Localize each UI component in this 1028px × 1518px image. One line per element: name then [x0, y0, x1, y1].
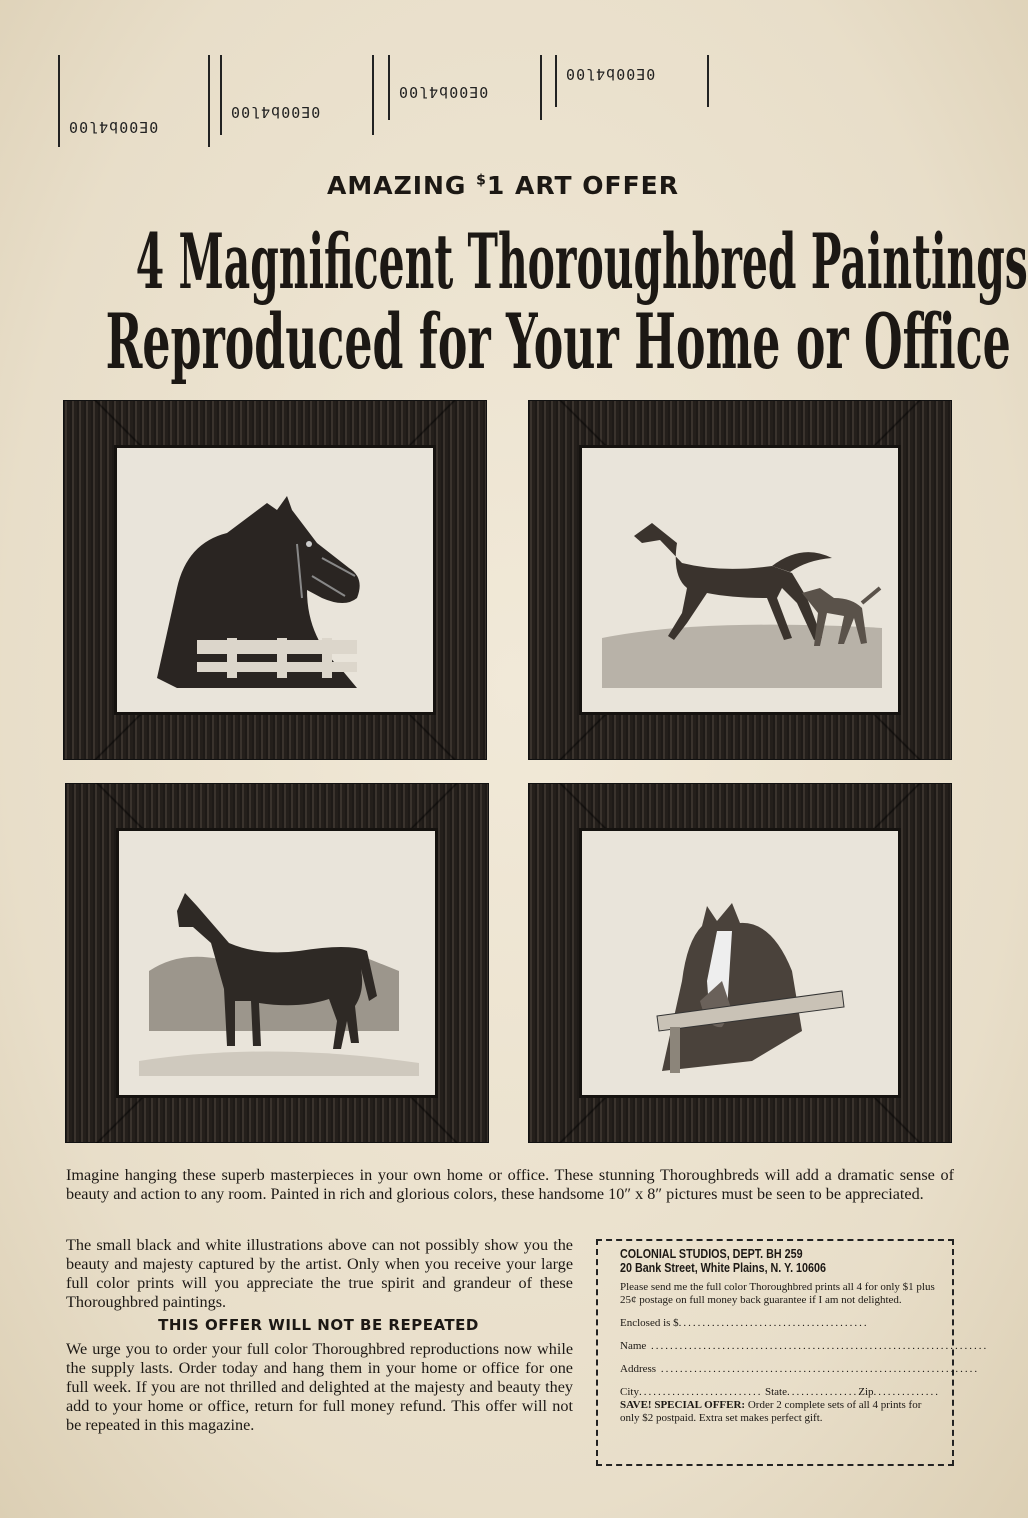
barcode-text-4: 0E00b4l00 [565, 65, 656, 83]
horse-head-illustration [117, 448, 433, 712]
body-paragraph-2: We urge you to order your full color Thoroughbred reproductions now while the supply lasts. Order today and hang them in your home or office for one full week. If you are not thrilled and delighted at the majesty and beauty they add to your home or office, return for full money refund. This offer will not be repeated in this magazine. [66, 1340, 573, 1434]
barcode-box-3 [388, 55, 542, 120]
painting-frame-3 [65, 783, 489, 1143]
painting-mat-2 [582, 448, 898, 712]
coupon-address: 20 Bank Street, White Plains, N. Y. 10606 [620, 1261, 826, 1275]
painting-frame-1 [63, 400, 487, 760]
barcode-box-2 [220, 55, 374, 135]
painting-mat-3 [119, 831, 435, 1095]
enclosed-field[interactable]: Enclosed is $ ........................................ [620, 1317, 869, 1329]
order-coupon[interactable] [596, 1239, 989, 1466]
intro-paragraph: Imagine hanging these superb masterpieces in your own home or office. These stunning Thoroughbreds will add a dramatic sense of beauty and action to any room. Painted in rich and glorious colors, these handsome 10″ x 8″ pictures must be seen to be appreciated. [66, 1166, 954, 1203]
name-field[interactable]: Name ....................................................................... [620, 1340, 989, 1352]
horse-head-blaze-illustration [582, 831, 898, 1095]
barcode-box-1 [58, 55, 210, 147]
barcode-text-3: 0E00b4l00 [398, 83, 489, 101]
painting-frame-4 [528, 783, 952, 1143]
standing-horse-illustration [119, 831, 435, 1095]
headline-line-1: 4 Magnificent Thoroughbred Paintings [135, 218, 1028, 308]
painting-mat-1 [117, 448, 433, 712]
coupon-body: Please send me the full color Thoroughbred prints all 4 for only $1 plus 25¢ postage on full money back guarantee if I am not delighted. [620, 1281, 935, 1306]
mare-and-foal-illustration [582, 448, 898, 712]
coupon-company: COLONIAL STUDIOS, DEPT. BH 259 [620, 1247, 803, 1261]
barcode-text-1: 0E00b4l00 [68, 118, 159, 136]
painting-mat-4 [582, 831, 898, 1095]
special-offer: SAVE! SPECIAL OFFER: Order 2 complete sets of all 4 prints for only $2 postpaid. Extra set makes perfect gift. [620, 1399, 922, 1424]
headline-line-2: Reproduced for Your Home or Office [105, 298, 1011, 388]
address-field[interactable]: Address ................................................................... [620, 1363, 980, 1375]
no-repeat-warning: THIS OFFER WILL NOT BE REPEATED [158, 1316, 479, 1334]
barcode-box-4 [555, 55, 709, 107]
city-state-zip-field[interactable]: City .......................... State ............... Zip .............. [620, 1386, 940, 1398]
barcode-text-2: 0E00b4l00 [230, 103, 321, 121]
body-paragraph-1: The small black and white illustrations above can not possibly show you the beauty and majesty captured by the artist. Only when you receive your large full color prints will you appreciate the true spirit and grandeur of these Thoroughbred paintings. [66, 1236, 573, 1311]
painting-frame-2 [528, 400, 952, 760]
offer-kicker: AMAZING $1 ART OFFER [327, 171, 679, 200]
